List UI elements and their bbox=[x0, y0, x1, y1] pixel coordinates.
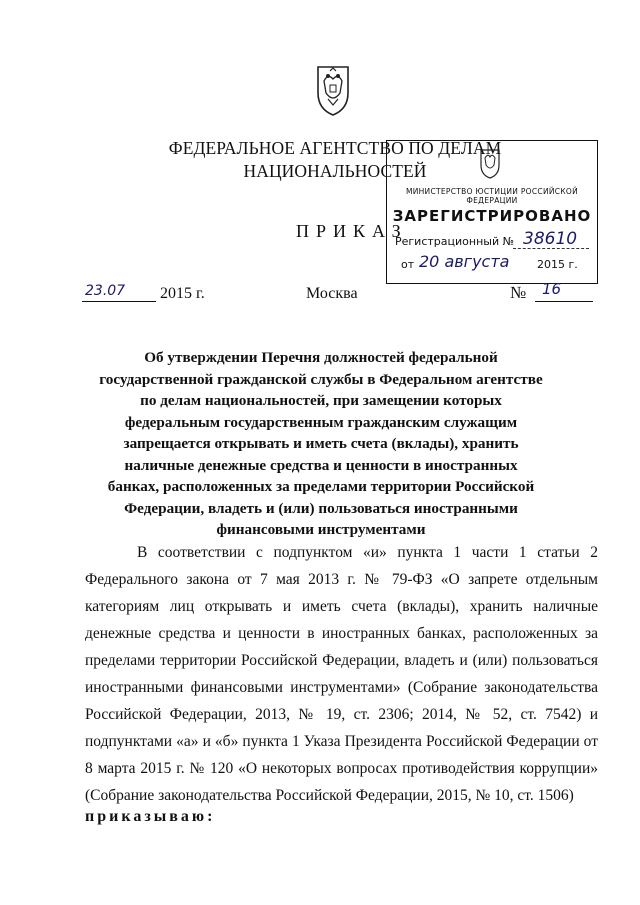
order-date-underline bbox=[82, 301, 156, 302]
stamp-date-handwritten: 20 августа bbox=[419, 252, 510, 271]
stamp-ministry-label: МИНИСТЕРСТВО ЮСТИЦИИ РОССИЙСКОЙ ФЕДЕРАЦИИ bbox=[405, 187, 579, 205]
agency-name-line2: НАЦИОНАЛЬНОСТЕЙ bbox=[243, 161, 427, 181]
stamp-emblem-icon bbox=[475, 147, 505, 179]
stamp-reg-number-handwritten: 38610 bbox=[523, 229, 578, 249]
agency-name-line1: ФЕДЕРАЛЬНОЕ АГЕНТСТВО ПО ДЕЛАМ bbox=[168, 138, 502, 158]
order-number-underline bbox=[535, 301, 593, 302]
order-title: ПРИКАЗ bbox=[296, 221, 408, 241]
order-date-handwritten: 23.07 bbox=[85, 283, 126, 299]
order-number-label: № bbox=[510, 283, 527, 302]
stamp-reg-number-label: Регистрационный № bbox=[395, 235, 515, 248]
stamp-from-label: от bbox=[401, 258, 415, 271]
stamp-year: 2015 г. bbox=[537, 258, 578, 271]
order-date-year: 2015 г. bbox=[160, 285, 205, 302]
order-word: приказываю: bbox=[85, 808, 216, 825]
registration-stamp bbox=[386, 140, 598, 284]
stamp-registered-label: ЗАРЕГИСТРИРОВАНО bbox=[392, 207, 592, 225]
body-paragraph: В соответствии с подпунктом «и» пункта 1 части 1 статьи 2 Федерального закона от 7 мая 2013 г. № 79-ФЗ «О запрете отдельным категориям лиц открывать и иметь счета (вклады), хранить наличные денежные средства и ценности в иностранных банках, расположенных за пределами территории Российской Федерации, владеть и (или) пользоваться иностранными финансовыми инструментами» (Собрание законодательства Российской Федерации, 2013, № 19, ст. 2306; 2014, № 52, ст. 7542) и подпунктами «а» и «б» пункта 1 Указа Президента Российской Федерации от 8 марта 2015 г. № 120 «О некоторых вопросах противодействия коррупции» (Собрание законодательства Российской Федерации, 2015, № 10, ст. 1506) bbox=[85, 544, 598, 804]
coat-of-arms-emblem bbox=[308, 63, 358, 117]
order-number-handwritten: 16 bbox=[542, 280, 562, 298]
order-city: Москва bbox=[306, 285, 358, 302]
document-title: Об утверждении Перечня должностей федеральной государственной гражданской службы в Федеральном агентстве по делам национальностей, при замещении которых федеральным государственным гражданским служащим запрещается открывать и иметь счета (вклады), хранить наличные денежные средства и ценности в иностранных банках, расположенных за пределами территории Российской Федерации, владеть и (или) пользоваться иностранными финансовыми инструментами bbox=[99, 349, 543, 538]
